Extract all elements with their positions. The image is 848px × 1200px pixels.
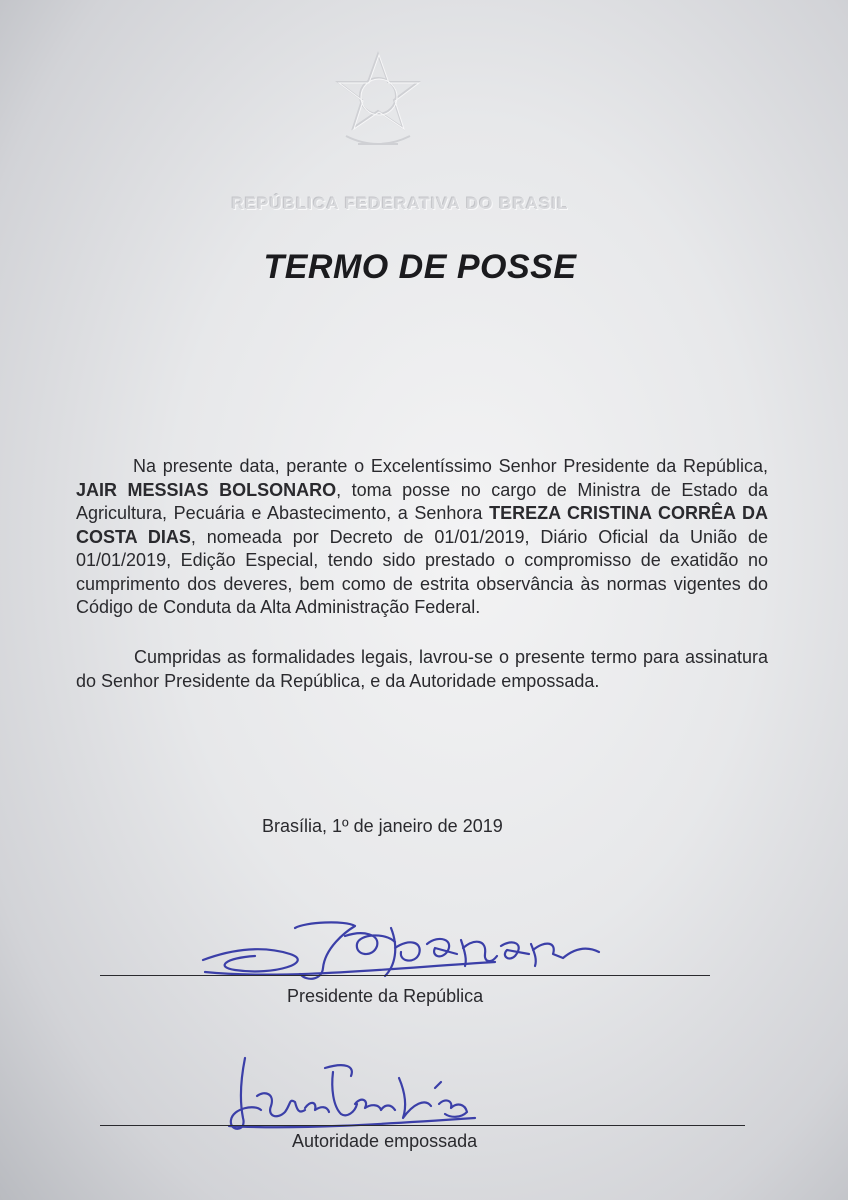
coat-of-arms-icon: [328, 48, 428, 158]
paragraph-formalities: Cumpridas as formalidades legais, lavrou-se o presente termo para assinatura do Senhor Presidente da República, e da Autoridade empossada.: [76, 647, 768, 691]
paragraph-text: , nomeada por Decreto de 01/01/2019, Diário Oficial da União de 01/01/2019, Edição Especial, tendo sido prestado o compromisso de exatidão no cumprimento dos deveres, bem como de estrita observância às normas vigentes do Código de Conduta da Alta Administração Federal.: [76, 526, 768, 617]
date-line: Brasília, 1º de janeiro de 2019: [262, 816, 503, 836]
document-title: TERMO DE POSSE: [263, 248, 577, 286]
president-signature-label: Presidente da República: [287, 986, 484, 1006]
paragraph-oath: [76, 455, 768, 620]
paragraph-text: , toma posse no cargo de Ministra de Estado da Agricultura, Pecuária e Abastecimento, a Senhora: [76, 479, 769, 523]
president-name: JAIR MESSIAS BOLSONARO: [76, 479, 337, 500]
minister-name: TEREZA CRISTINA CORRÊA DA COSTA DIAS: [76, 503, 768, 547]
republic-emboss-text: REPÚBLICA FEDERATIVA DO BRASIL: [231, 194, 569, 213]
signature-line-authority: [100, 1125, 745, 1126]
paragraph-text: Na presente data, perante o Excelentíssimo Senhor Presidente da República,: [133, 456, 768, 476]
president-signature: [195, 918, 615, 988]
signature-line-president: [100, 975, 710, 976]
authority-signature-label: Autoridade empossada: [292, 1131, 478, 1151]
